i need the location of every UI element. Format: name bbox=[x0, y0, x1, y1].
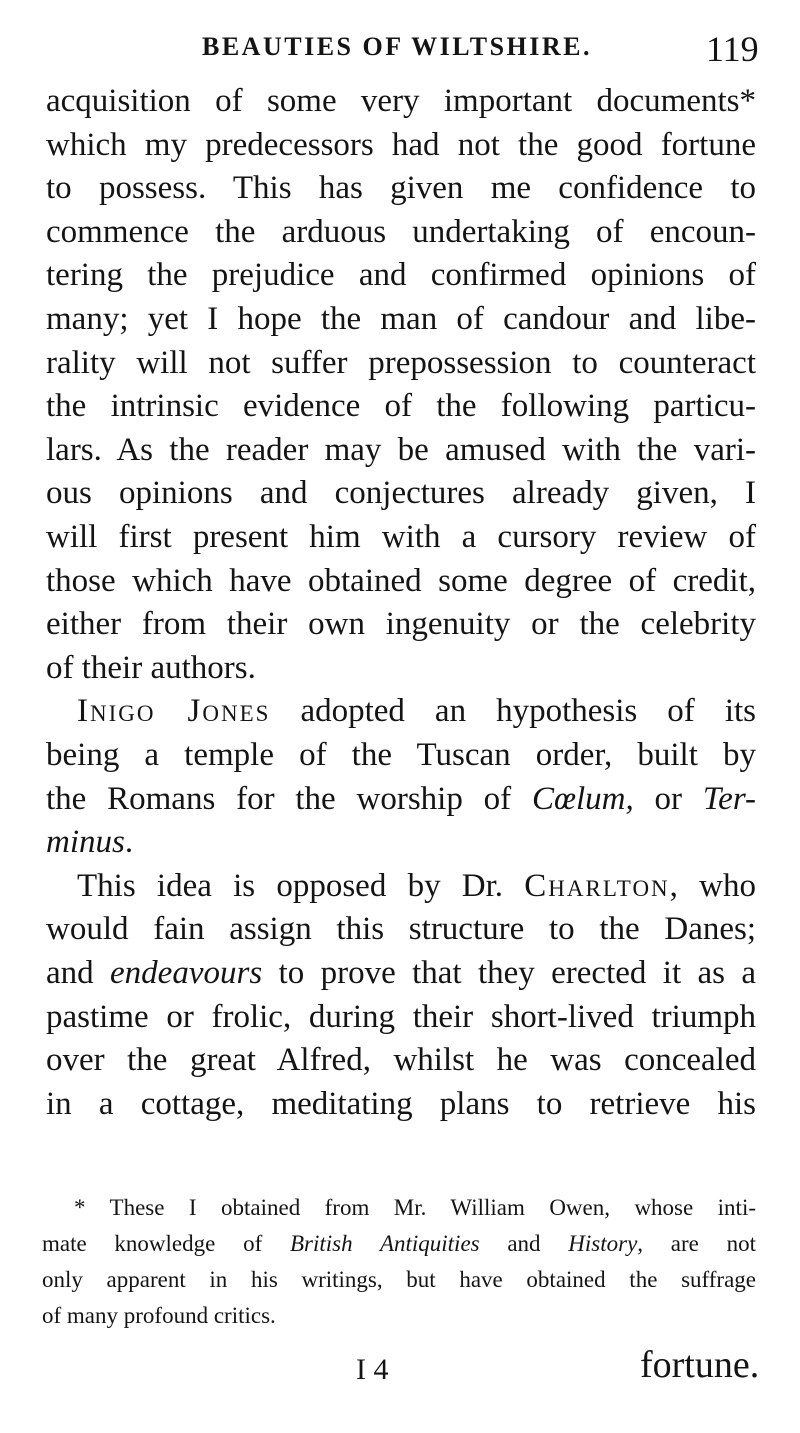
running-title: BEAUTIES OF WILTSHIRE. bbox=[202, 32, 593, 61]
paragraph-3-line: would fain assign this structure to the Danes; bbox=[46, 911, 756, 948]
italic-term: History bbox=[568, 1231, 638, 1256]
italic-term: endeavours bbox=[110, 955, 263, 991]
text-line: acquisition of some very important documents* bbox=[46, 83, 756, 119]
catchword: fortune. bbox=[640, 1344, 760, 1386]
text-span: to prove that they erected it as a bbox=[262, 955, 756, 991]
running-head bbox=[0, 28, 800, 74]
text-line: tering the prejudice and confirmed opinions of bbox=[46, 257, 756, 294]
text-span: , who bbox=[669, 867, 756, 904]
author-name-inigo-jones: Inigo Jones bbox=[77, 693, 271, 730]
page-number: 119 bbox=[706, 29, 759, 69]
footnote-line bbox=[42, 1226, 756, 1262]
text-span: or bbox=[633, 780, 703, 817]
footnote-line: of many profound critics. bbox=[42, 1303, 276, 1328]
italic-term: Cœlum, bbox=[531, 780, 634, 817]
text-line: commence the arduous undertaking of encoun- bbox=[46, 213, 756, 250]
footnote-line: only apparent in his writings, but have obtained the suffrage bbox=[42, 1267, 756, 1292]
footnote-line: * These I obtained from Mr. William Owen, whose inti- bbox=[74, 1195, 756, 1220]
text-line: lars. As the reader may be amused with the vari- bbox=[46, 431, 756, 468]
italic-term: minus bbox=[46, 824, 125, 861]
text-span: the Romans for the worship of bbox=[46, 780, 532, 817]
text-span: , are not bbox=[637, 1231, 756, 1256]
text-line: which my predecessors had not the good fortune bbox=[46, 126, 756, 163]
text-line: many; yet I hope the man of candour and libe- bbox=[46, 301, 756, 337]
italic-term: British Antiquities bbox=[290, 1231, 480, 1256]
text-span: and bbox=[479, 1231, 569, 1256]
paragraph-3-line: in a cottage, meditating plans to retrieve his bbox=[46, 1085, 756, 1122]
italic-term: Ter- bbox=[702, 780, 756, 817]
text-span: mate knowledge of bbox=[42, 1231, 290, 1256]
text-line: of their authors. bbox=[46, 649, 256, 686]
text-line: rality will not suffer prepossession to counteract bbox=[46, 344, 756, 381]
text-span: . bbox=[124, 824, 134, 861]
text-span: This idea is opposed by Dr. bbox=[77, 867, 525, 904]
text-line: either from their own ingenuity or the celebrity bbox=[46, 606, 756, 643]
text-line: those which have obtained some degree of credit, bbox=[46, 562, 756, 599]
text-span: adopted an hypothesis of its bbox=[270, 693, 756, 730]
text-line: the intrinsic evidence of the following particu- bbox=[46, 388, 756, 425]
text-line: will first present him with a cursory review of bbox=[46, 519, 756, 555]
paragraph-3-line: pastime or frolic, during their short-lived triumph bbox=[46, 998, 756, 1035]
paragraph-2-line: being a temple of the Tuscan order, built by bbox=[46, 737, 756, 773]
author-name-charlton: Charlton bbox=[524, 867, 670, 904]
paragraph-2-line bbox=[46, 776, 756, 822]
paragraph-3-line bbox=[46, 950, 756, 996]
text-line: ous opinions and conjectures already given, I bbox=[46, 475, 756, 512]
paragraph-2-line bbox=[46, 819, 756, 865]
text-line: to possess. This has given me confidence to bbox=[46, 170, 756, 207]
paragraph-3-line: over the great Alfred, whilst he was concealed bbox=[46, 1042, 756, 1079]
paragraph-3-line bbox=[77, 863, 756, 909]
text-span: and bbox=[46, 955, 111, 991]
signature-mark: I 4 bbox=[356, 1353, 389, 1386]
paragraph-2-line bbox=[77, 688, 756, 734]
